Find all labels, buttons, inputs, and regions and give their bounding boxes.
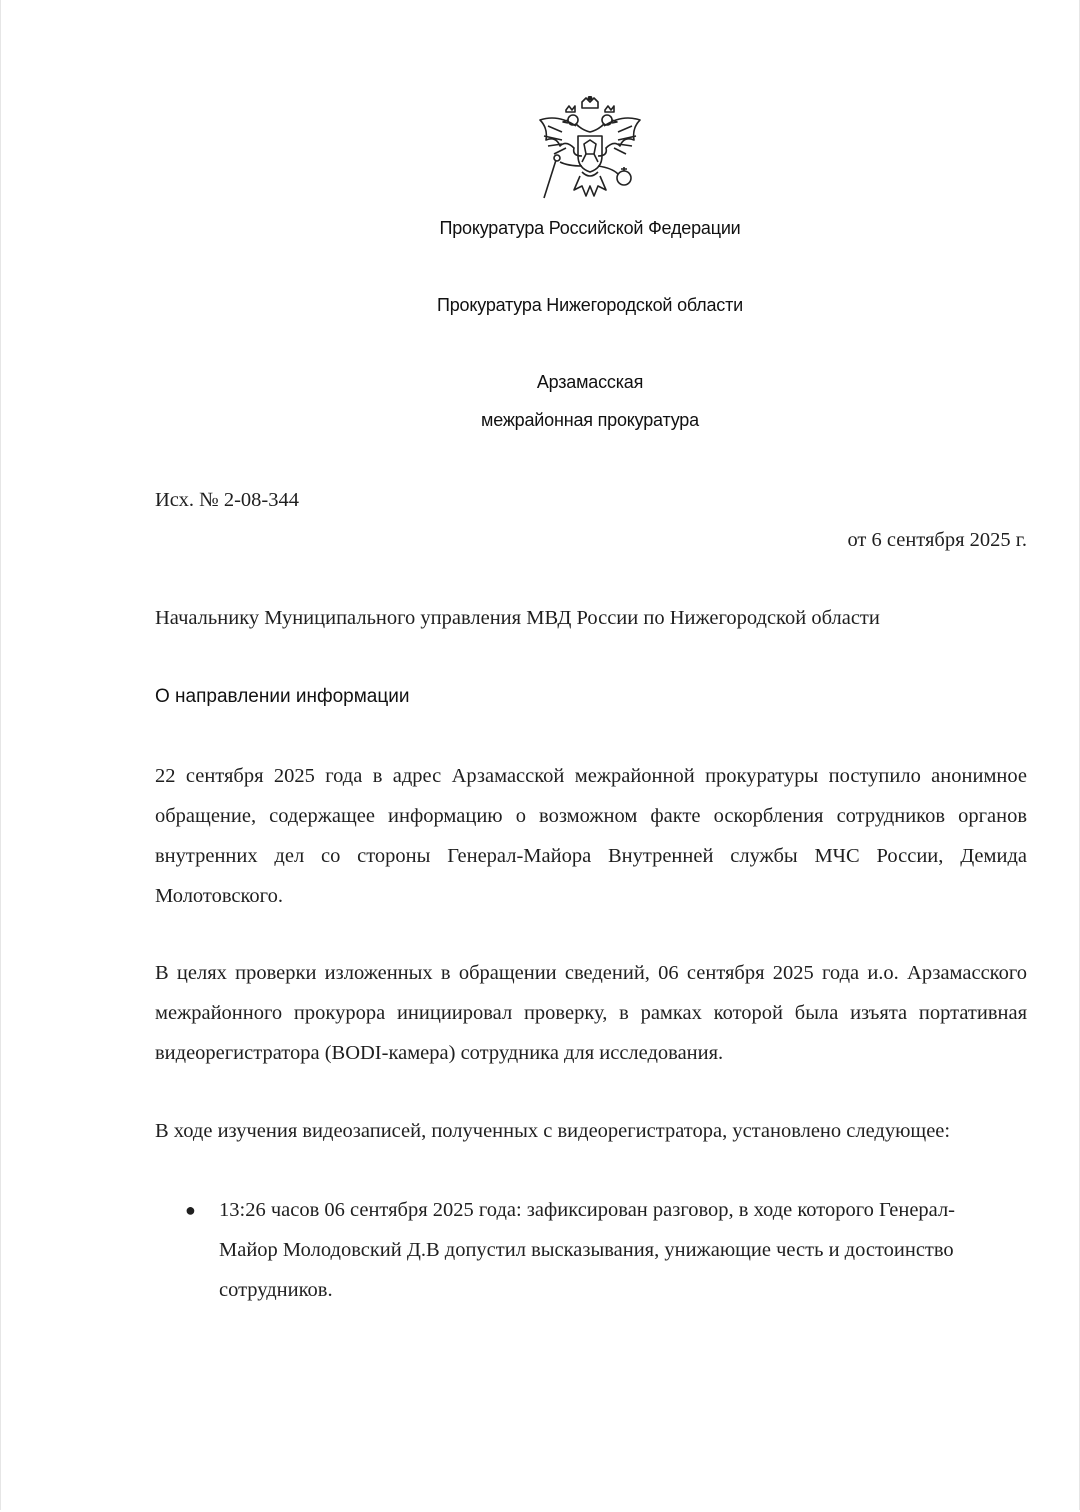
header-prosecutor-rf: Прокуратура Российской Федерации (439, 218, 741, 238)
bullet-icon: ● (185, 1200, 196, 1220)
paragraph-2: В целях проверки изложенных в обращении сведений, 06 сентября 2025 года и.о. Арзамасского межрайонного прокурора инициировал проверку, в рамках которой была изъята портативная видеорегистратора (BODI-камера) сотрудника для исследования. (155, 962, 1027, 1064)
outgoing-number: Исх. № 2-08-344 (155, 489, 299, 511)
coat-of-arms-emblem (536, 96, 644, 208)
header-office-type: межрайонная прокуратура (481, 410, 699, 430)
header-prosecutor-region: Прокуратура Нижегородской области (436, 295, 743, 315)
subject-title: О направлении информации (155, 686, 410, 707)
addressee: Начальнику Муниципального управления МВД России по Нижегородской области (155, 607, 880, 629)
paragraph-1: 22 сентября 2025 года в адрес Арзамасской межрайонной прокуратуры поступило анонимное обращение, содержащее информацию о возможном факте оскорбления сотрудников органов внутренних дел со стороны Генерал-Майора Внутренней службы МЧС России, Демида Молотовского. (155, 765, 1027, 907)
header-office-name: Арзамасская (536, 372, 644, 392)
paragraph-3: В ходе изучения видеозаписей, полученных с видеорегистратора, установлено следующее: (155, 1120, 951, 1142)
list-item-text: 13:26 часов 06 сентября 2025 года: зафиксирован разговор, в ходе которого Генерал-Майор Молодовский Д.В допустил высказывания, унижающие честь и достоинство сотрудников. (219, 1199, 956, 1301)
document-date: от 6 сентября 2025 г. (847, 529, 1027, 551)
